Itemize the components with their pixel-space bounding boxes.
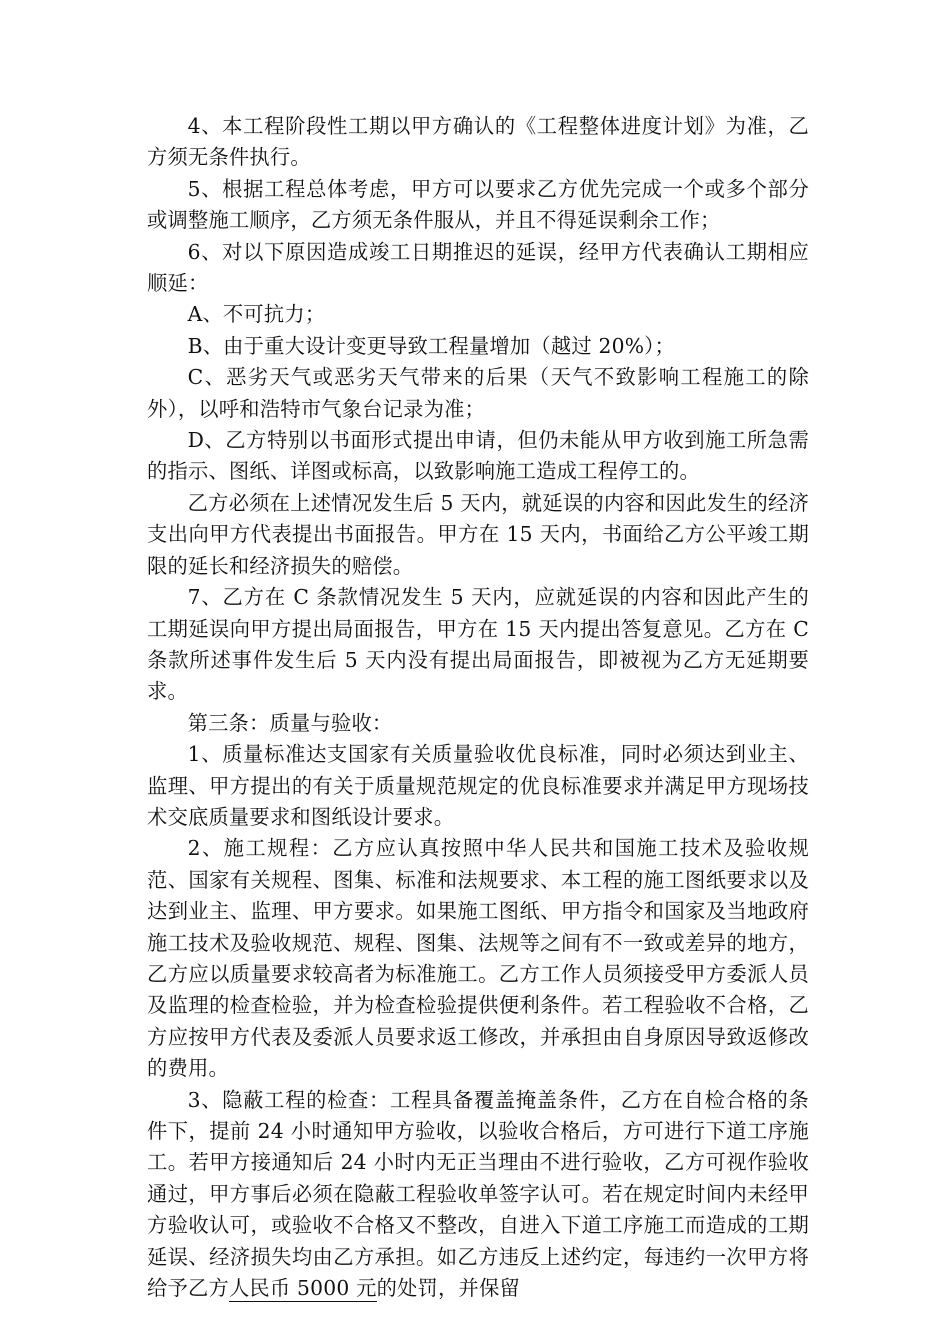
- contract-page: [147, 111, 809, 1304]
- construction-rules-clause: 2、施工规程：乙方应认真按照中华人民共和国施工技术及验收规范、国家有关规程、图集、标准和法规要求、本工程的施工图纸要求以及达到业主、监理、甲方要求。如果施工图纸、甲方指令和国家及当地政府施工技术及验收规范、规程、图集、法规等之间有不一致或差异的地方，乙方应以质量要求较高者为标准施工。乙方工作人员须接受甲方委派人员及监理的检查检验，并为检查检验提供便利条件。若工程验收不合格，乙方应按甲方代表及委派人员要求返工修改，并承担由自身原因导致返修改的费用。: [147, 836, 809, 1081]
- concealed-works-text: 3、隐蔽工程的检查：工程具备覆盖掩盖条件，乙方在自检合格的条件下，提前 24 小时通知甲方验收，以验收合格后，方可进行下道工序施工。若甲方接通知后 24 小时内无正当理由不进行验收，乙方可视作验收通过，甲方事后必须在隐蔽工程验收单签字认可。若在规定时间内未经甲方验收认可，或验收不合格又不整改，自进入下道工序施工而造成的工期延误、经济损失均由乙方承担。如乙方违反上述约定，每违约一次甲方将给予乙方: [147, 1087, 809, 1301]
- delay-report-requirement: 乙方必须在上述情况发生后 5 天内，就延误的内容和因此发生的经济支出向甲方代表提出书面报告。甲方在 15 天内，书面给乙方公平竣工期限的延长和经济损失的赔偿。: [147, 490, 809, 578]
- clause-4-schedule: 4、本工程阶段性工期以甲方确认的《工程整体进度计划》为准，乙方须无条件执行。: [147, 114, 809, 170]
- quality-standard-clause: 1、质量标准达支国家有关质量验收优良标准，同时必须达到业主、监理、甲方提出的有关于质量规范规定的优良标准要求并满足甲方现场技术交底质量要求和图纸设计要求。: [147, 742, 809, 829]
- delay-cause-a: A、不可抗力；: [187, 302, 326, 327]
- concealed-works-clause: [147, 1085, 809, 1305]
- delay-cause-d: D、乙方特别以书面形式提出申请，但仍未能从甲方收到施工所急需的指示、图纸、详图或标高，以致影响施工造成工程停工的。: [147, 428, 809, 484]
- clause-5-priority: 5、根据工程总体考虑，甲方可以要求乙方优先完成一个或多个部分或调整施工顺序，乙方须无条件服从，并且不得延误剩余工作；: [147, 176, 809, 233]
- clause-6-delay-causes: 6、对以下原因造成竣工日期推迟的延误，经甲方代表确认工期相应顺延：: [147, 239, 809, 296]
- penalty-amount: 人民币 5000 元: [228, 1276, 377, 1301]
- delay-cause-c: C、恶劣天气或恶劣天气带来的后果（天气不致影响工程施工的除外），以呼和浩特市气象台记录为准；: [147, 365, 809, 421]
- delay-cause-b: B、由于重大设计变更导致工程量增加（越过 20%）；: [187, 333, 675, 358]
- concealed-works-text-end: 的处罚，并保留: [376, 1276, 520, 1301]
- clause-7-delay-report: 7、乙方在 C 条款情况发生 5 天内，应就延误的内容和因此产生的工期延误向甲方提出局面报告，甲方在 15 天内提出答复意见。乙方在 C 条款所述事件发生后 5 天内没有提出局面报告，即被视为乙方无延期要求。: [147, 585, 809, 704]
- article-3-heading: 第三条：质量与验收：: [187, 710, 393, 735]
